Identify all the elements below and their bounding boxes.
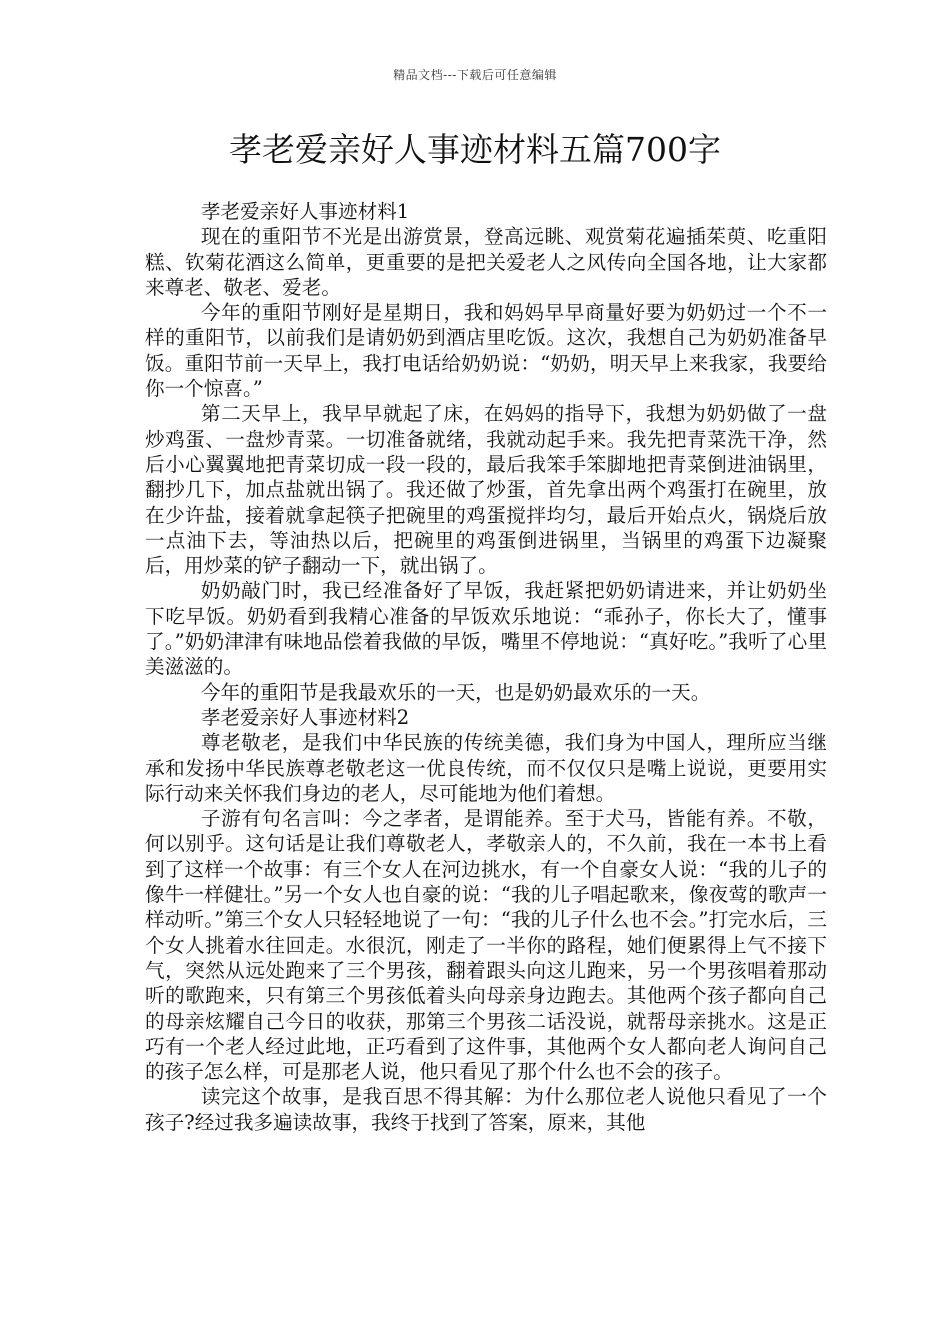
header-note: 精品文档---下载后可任意编辑 [393,68,557,82]
paragraph: 尊老敬老，是我们中华民族的传统美德，我们身为中国人，理所应当继承和发扬中华民族尊老敬老这一优良传统，而不仅仅只是嘴上说说，更要用实际行动来关怀我们身边的老人，尽可能地为他们着想。 [145,731,827,805]
section-heading: 孝老爱亲好人事迹材料1 [200,200,410,223]
paragraph: 奶奶敲门时，我已经准备好了早饭，我赶紧把奶奶请进来，并让奶奶坐下吃早饭。奶奶看到我精心准备的早饭欢乐地说：“乖孙子，你长大了，懂事了。”奶奶津津有味地品偿着我做的早饭，嘴里不停地说：“真好吃。”我听了心里美滋滋的。 [145,579,827,679]
section-heading: 孝老爱亲好人事迹材料2 [200,705,410,729]
document-body [145,199,827,1135]
paragraph: 现在的重阳节不光是出游赏景，登高远眺、观赏菊花遍插茱萸、吃重阳糕、钦菊花酒这么简单，更重要的是把关爱老人之风传向全国各地，让大家都来尊老、敬老、爱老。 [145,225,827,299]
paragraph: 第二天早上，我早早就起了床，在妈妈的指导下，我想为奶奶做了一盘炒鸡蛋、一盘炒青菜。一切准备就绪，我就动起手来。我先把青菜洗干净，然后小心翼翼地把青菜切成一段一段的，最后我笨手笨脚地把青菜倒进油锅里，翻抄几下，加点盐就出锅了。我还做了炒蛋，首先拿出两个鸡蛋打在碗里，放在少许盐，接着就拿起筷子把碗里的鸡蛋搅拌均匀，最后开始点火，锅烧后放一点油下去，等油热以后，把碗里的鸡蛋倒进锅里，当锅里的鸡蛋下边凝聚后，用炒菜的铲子翻动一下，就出锅了。 [145,402,827,578]
paragraph: 今年的重阳节刚好是星期日，我和妈妈早早商量好要为奶奶过一个不一样的重阳节，以前我们是请奶奶到酒店里吃饭。这次，我想自己为奶奶准备早饭。重阳节前一天早上，我打电话给奶奶说：“奶奶，明天早上来我家，我要给你一个惊喜。” [145,301,827,401]
document-title: 孝老爱亲好人事迹材料五篇700字 [229,130,721,169]
paragraph: 今年的重阳节是我最欢乐的一天，也是奶奶最欢乐的一天。 [200,680,711,704]
paragraph: 读完这个故事，是我百思不得其解：为什么那位老人说他只看见了一个孩子?经过我多遍读故事，我终于找到了答案，原来，其他 [145,1085,827,1134]
paragraph: 子游有句名言叫：今之孝者，是谓能养。至于犬马，皆能有养。不敬，何以别乎。这句话是让我们尊敬老人，孝敬亲人的，不久前，我在一本书上看到了这样一个故事：有三个女人在河边挑水，有一个自豪女人说：“我的儿子的像牛一样健壮。”另一个女人也自豪的说：“我的儿子唱起歌来，像夜莺的歌声一样动听。”第三个女人只轻轻地说了一句：“我的儿子什么也不会。”打完水后，三个女人挑着水往回走。水很沉，刚走了一半你的路程，她们便累得上气不接下气，突然从远处跑来了三个男孩，翻着跟头向这儿跑来，另一个男孩唱着那动听的歌跑来，只有第三个男孩低着头向母亲身边跑去。其他两个孩子都向自己的母亲炫耀自己今日的收获，那第三个男孩二话没说，就帮母亲挑水。这是正巧有一个老人经过此地，正巧看到了这件事，其他两个女人都向老人询问自己的孩子怎么样，可是那老人说，他只看见了那个什么也不会的孩子。 [145,807,827,1084]
